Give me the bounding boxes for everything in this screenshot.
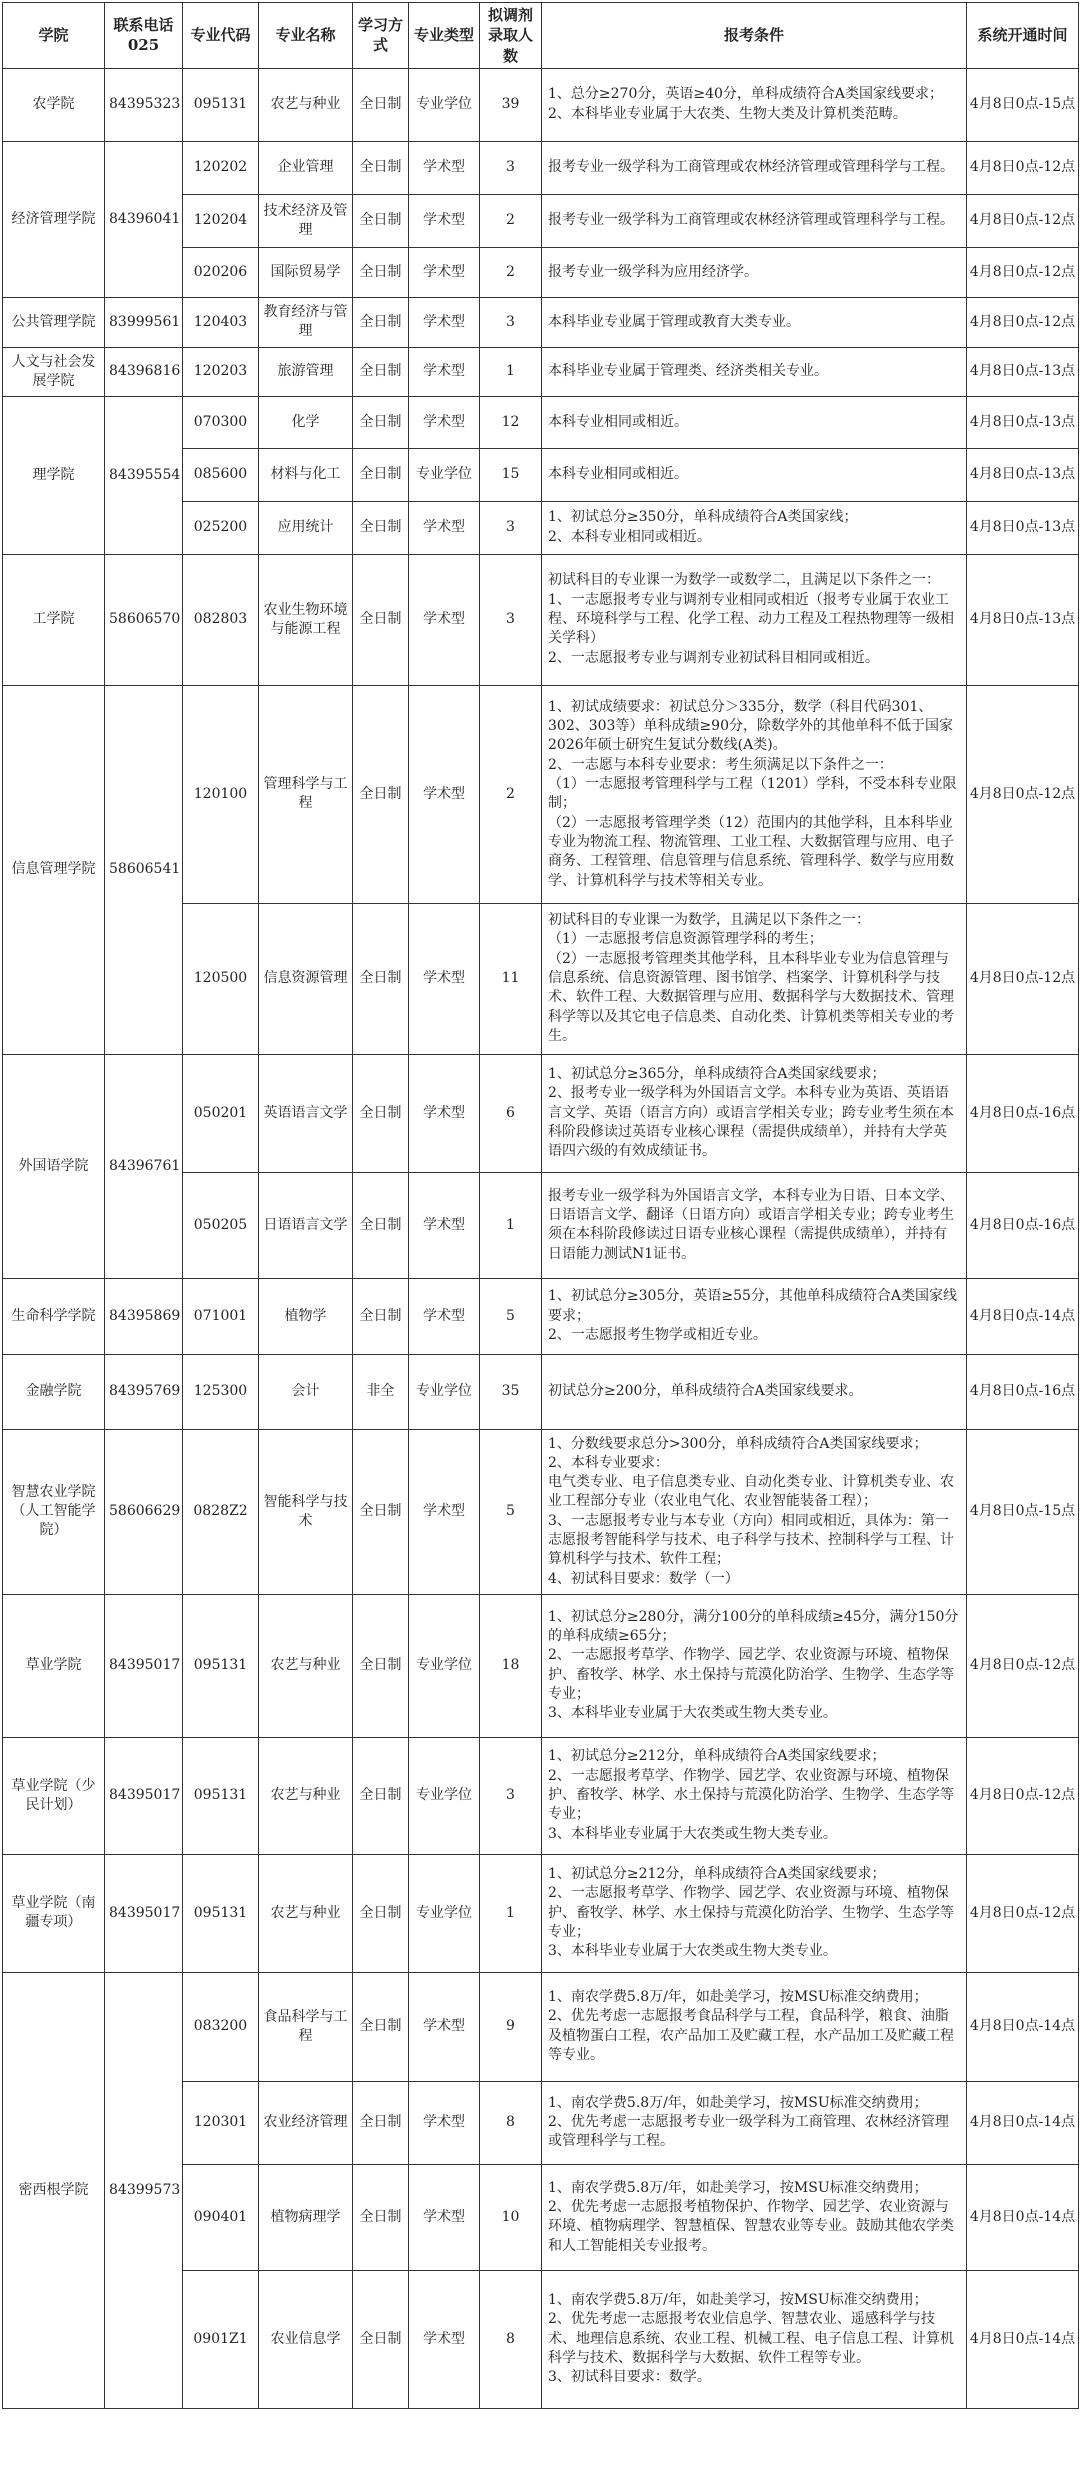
study-mode-cell: 全日制 <box>353 1429 409 1594</box>
major-name-cell: 英语语言文学 <box>259 1054 353 1172</box>
quota-cell: 6 <box>480 1054 542 1172</box>
open-time-cell: 4月8日0点-12点 <box>967 1854 1079 1972</box>
major-type-cell: 专业学位 <box>409 448 480 501</box>
college-cell: 人文与社会发展学院 <box>3 347 105 396</box>
major-type-cell: 学术型 <box>409 2164 480 2270</box>
condition-line: 3、本科毕业专业属于大农类或生物大类专业。 <box>548 1825 837 1842</box>
phone-cell: 84395017 <box>105 1854 183 1972</box>
quota-cell: 3 <box>480 554 542 685</box>
major-type-cell: 学术型 <box>409 554 480 685</box>
study-mode-cell: 全日制 <box>353 1854 409 1972</box>
major-type-cell: 学术型 <box>409 501 480 554</box>
major-type-cell: 学术型 <box>409 396 480 448</box>
condition-line: 报考专业一级学科为应用经济学。 <box>548 263 758 280</box>
study-mode-cell: 全日制 <box>353 554 409 685</box>
quota-cell: 3 <box>480 297 542 347</box>
major-name-cell: 植物病理学 <box>259 2164 353 2270</box>
quota-cell: 3 <box>480 501 542 554</box>
conditions-cell <box>542 1854 967 1972</box>
condition-line: 报考专业一级学科为工商管理或农林经济管理或管理科学与工程。 <box>548 212 954 229</box>
major-code-cell: 020206 <box>183 247 259 297</box>
conditions-cell <box>542 903 967 1054</box>
open-time-cell: 4月8日0点-14点 <box>967 2081 1079 2164</box>
quota-cell: 39 <box>480 68 542 141</box>
major-type-cell: 学术型 <box>409 685 480 903</box>
condition-line: 初试科目的专业课一为数学一或数学二，且满足以下条件之一： <box>548 572 940 589</box>
condition-line: 4、初试科目要求：数学（一） <box>548 1570 739 1587</box>
condition-line: 1、初试总分≥212分，单科成绩符合A类国家线要求； <box>548 1865 886 1882</box>
condition-line: 1、初试总分≥365分，单科成绩符合A类国家线要求； <box>548 1065 886 1082</box>
open-time-cell: 4月8日0点-12点 <box>967 194 1079 247</box>
major-name-cell: 国际贸易学 <box>259 247 353 297</box>
major-type-cell: 学术型 <box>409 247 480 297</box>
open-time-cell: 4月8日0点-16点 <box>967 1172 1079 1278</box>
major-code-cell: 025200 <box>183 501 259 554</box>
open-time-cell: 4月8日0点-12点 <box>967 903 1079 1054</box>
phone-cell: 58606541 <box>105 685 183 1054</box>
phone-cell: 83999561 <box>105 297 183 347</box>
study-mode-cell: 全日制 <box>353 2270 409 2408</box>
conditions-cell <box>542 1737 967 1854</box>
open-time-cell: 4月8日0点-15点 <box>967 1429 1079 1594</box>
major-type-cell: 学术型 <box>409 903 480 1054</box>
condition-line: 2、一志愿报考专业与调剂专业初试科目相同或相近。 <box>548 649 879 666</box>
major-code-cell: 095131 <box>183 1737 259 1854</box>
major-type-cell: 专业学位 <box>409 1594 480 1737</box>
quota-cell: 11 <box>480 903 542 1054</box>
college-cell: 密西根学院 <box>3 1972 105 2408</box>
adjustment-table <box>2 2 1079 2409</box>
table-row <box>3 1594 1079 1737</box>
major-name-cell: 材料与化工 <box>259 448 353 501</box>
phone-cell: 84395554 <box>105 396 183 554</box>
open-time-cell: 4月8日0点-14点 <box>967 2270 1079 2408</box>
study-mode-cell: 非全 <box>353 1354 409 1429</box>
condition-line: 1、初试总分≥212分，单科成绩符合A类国家线要求； <box>548 1748 886 1765</box>
phone-cell: 84395869 <box>105 1278 183 1354</box>
major-code-cell: 095131 <box>183 1854 259 1972</box>
quota-cell: 18 <box>480 1594 542 1737</box>
study-mode-cell: 全日制 <box>353 194 409 247</box>
conditions-cell <box>542 1172 967 1278</box>
condition-line: （1）一志愿报考管理科学与工程（1201）学科，不受本科专业限制； <box>548 775 957 812</box>
condition-line: 1、总分≥270分，英语≥40分，单科成绩符合A类国家线要求； <box>548 86 944 103</box>
condition-line: （2）一志愿报考管理学类（12）范围内的其他学科，且本科毕业专业为物流工程、物流管理、工业工程、大数据管理与应用、电子商务、工程管理、信息管理与信息系统、管理科学、数学与应用数学、计算机科学与技术等相关专业。 <box>548 814 954 889</box>
open-time-cell: 4月8日0点-12点 <box>967 247 1079 297</box>
study-mode-cell: 全日制 <box>353 685 409 903</box>
major-type-cell: 专业学位 <box>409 68 480 141</box>
phone-cell: 84396761 <box>105 1054 183 1278</box>
study-mode-cell: 全日制 <box>353 1172 409 1278</box>
quota-cell: 10 <box>480 2164 542 2270</box>
quota-cell: 2 <box>480 247 542 297</box>
major-code-cell: 095131 <box>183 1594 259 1737</box>
conditions-cell <box>542 347 967 396</box>
phone-cell: 84395323 <box>105 68 183 141</box>
condition-line: 1、初试成绩要求：初试总分＞335分，数学（科目代码301、302、303等）单科成绩≥90分，除数学外的其他单科不低于国家2026年硕士研究生复试分数线(A类)。 <box>548 698 953 754</box>
major-name-cell: 农业经济管理 <box>259 2081 353 2164</box>
major-name-cell: 农业信息学 <box>259 2270 353 2408</box>
condition-line: 本科毕业专业属于管理类、经济类相关专业。 <box>548 363 828 380</box>
header-code: 专业代码 <box>183 3 259 69</box>
study-mode-cell: 全日制 <box>353 2081 409 2164</box>
condition-line: 电气类专业、电子信息类专业、自动化类专业、计算机类专业、农业工程部分专业（农业电气化、农业智能装备工程）； <box>548 1474 954 1510</box>
quota-cell: 3 <box>480 141 542 194</box>
major-name-cell: 植物学 <box>259 1278 353 1354</box>
header-count: 拟调剂录取人数 <box>480 3 542 69</box>
major-code-cell: 090401 <box>183 2164 259 2270</box>
open-time-cell: 4月8日0点-12点 <box>967 141 1079 194</box>
table-row <box>3 1054 1079 1172</box>
conditions-cell <box>542 141 967 194</box>
major-code-cell: 125300 <box>183 1354 259 1429</box>
conditions-cell <box>542 1278 967 1354</box>
major-type-cell: 学术型 <box>409 1278 480 1354</box>
college-cell: 草业学院（少民计划） <box>3 1737 105 1854</box>
study-mode-cell: 全日制 <box>353 247 409 297</box>
condition-line: 2、优先考虑一志愿报考食品科学与工程，食品科学，粮食、油脂及植物蛋白工程，农产品加工及贮藏工程，水产品加工及贮藏工程等专业。 <box>548 2008 954 2064</box>
major-type-cell: 学术型 <box>409 1172 480 1278</box>
major-name-cell: 日语语言文学 <box>259 1172 353 1278</box>
major-type-cell: 学术型 <box>409 194 480 247</box>
major-code-cell: 085600 <box>183 448 259 501</box>
conditions-cell <box>542 1054 967 1172</box>
quota-cell: 15 <box>480 448 542 501</box>
quota-cell: 1 <box>480 347 542 396</box>
college-cell: 公共管理学院 <box>3 297 105 347</box>
study-mode-cell: 全日制 <box>353 347 409 396</box>
open-time-cell: 4月8日0点-13点 <box>967 396 1079 448</box>
college-cell: 智慧农业学院（人工智能学院） <box>3 1429 105 1594</box>
major-name-cell: 旅游管理 <box>259 347 353 396</box>
table-row <box>3 1278 1079 1354</box>
condition-line: 1、一志愿报考专业与调剂专业相同或相近（报考专业属于农业工程、环境科学与工程、化学工程、动力工程及工程热物理等一级相关学科） <box>548 591 954 647</box>
open-time-cell: 4月8日0点-13点 <box>967 448 1079 501</box>
table-row <box>3 1972 1079 2081</box>
condition-line: 3、本科毕业专业属于大农类或生物大类专业。 <box>548 1705 837 1722</box>
major-code-cell: 120403 <box>183 297 259 347</box>
conditions-cell <box>542 501 967 554</box>
condition-line: 2、优先考虑一志愿报考农业信息学、智慧农业、遥感科学与技术、地理信息系统、农业工程、机械工程、电子信息工程、计算机科学与技术、数据科学与大数据、软件工程等专业。 <box>548 2311 954 2366</box>
college-cell: 生命科学学院 <box>3 1278 105 1354</box>
conditions-cell <box>542 2164 967 2270</box>
table-row <box>3 1854 1079 1972</box>
condition-line: 2、本科专业相同或相近。 <box>548 528 711 545</box>
major-type-cell: 学术型 <box>409 347 480 396</box>
open-time-cell: 4月8日0点-16点 <box>967 1054 1079 1172</box>
major-code-cell: 120301 <box>183 2081 259 2164</box>
conditions-cell <box>542 1594 967 1737</box>
condition-line: 报考专业一级学科为外国语言文学，本科专业为日语、日本文学、日语语言文学、翻译（日语方向）或语言学相关专业；跨专业考生须在本科阶段修读过日语专业核心课程（需提供成绩单），并持有日语能力测试N1证书。 <box>548 1187 954 1262</box>
major-type-cell: 学术型 <box>409 1972 480 2081</box>
conditions-cell <box>542 247 967 297</box>
major-code-cell: 120202 <box>183 141 259 194</box>
major-code-cell: 0828Z2 <box>183 1429 259 1594</box>
conditions-cell <box>542 2270 967 2408</box>
conditions-cell <box>542 2081 967 2164</box>
major-name-cell: 会计 <box>259 1354 353 1429</box>
study-mode-cell: 全日制 <box>353 1278 409 1354</box>
open-time-cell: 4月8日0点-14点 <box>967 1972 1079 2081</box>
quota-cell: 12 <box>480 396 542 448</box>
major-code-cell: 071001 <box>183 1278 259 1354</box>
college-cell: 草业学院（南疆专项） <box>3 1854 105 1972</box>
open-time-cell: 4月8日0点-15点 <box>967 68 1079 141</box>
conditions-cell <box>542 194 967 247</box>
open-time-cell: 4月8日0点-12点 <box>967 685 1079 903</box>
table-row <box>3 141 1079 194</box>
major-name-cell: 农艺与种业 <box>259 1854 353 1972</box>
major-type-cell: 专业学位 <box>409 1354 480 1429</box>
major-name-cell: 教育经济与管理 <box>259 297 353 347</box>
major-type-cell: 学术型 <box>409 2270 480 2408</box>
quota-cell: 2 <box>480 194 542 247</box>
study-mode-cell: 全日制 <box>353 501 409 554</box>
phone-cell: 84395017 <box>105 1594 183 1737</box>
conditions-cell <box>542 554 967 685</box>
conditions-cell <box>542 396 967 448</box>
condition-line: 2、一志愿报考草学、作物学、园艺学、农业资源与环境、植物保护、畜牧学、林学、水土保持与荒漠化防治学、生物学、生态学等专业； <box>548 1647 954 1703</box>
condition-line: 2、本科专业要求： <box>548 1454 669 1471</box>
condition-line: 初试总分≥200分，单科成绩符合A类国家线要求。 <box>548 1383 863 1400</box>
college-cell: 理学院 <box>3 396 105 554</box>
college-cell: 信息管理学院 <box>3 685 105 1054</box>
condition-line: 2、一志愿报考草学、作物学、园艺学、农业资源与环境、植物保护、畜牧学、林学、水土保持与荒漠化防治学、生物学、生态学等专业； <box>548 1767 954 1823</box>
major-type-cell: 学术型 <box>409 1429 480 1594</box>
study-mode-cell: 全日制 <box>353 1054 409 1172</box>
quota-cell: 1 <box>480 1172 542 1278</box>
table-row <box>3 685 1079 903</box>
conditions-cell <box>542 448 967 501</box>
condition-line: 2、一志愿报考生物学或相近专业。 <box>548 1326 767 1343</box>
quota-cell: 8 <box>480 2081 542 2164</box>
major-code-cell: 095131 <box>183 68 259 141</box>
open-time-cell: 4月8日0点-13点 <box>967 554 1079 685</box>
major-code-cell: 070300 <box>183 396 259 448</box>
condition-line: 2、优先考虑一志愿报考专业一级学科为工商管理、农林经济管理或管理科学与工程。 <box>548 2114 949 2150</box>
condition-line: 初试科目的专业课一为数学，且满足以下条件之一： <box>548 912 870 929</box>
major-name-cell: 信息资源管理 <box>259 903 353 1054</box>
open-time-cell: 4月8日0点-12点 <box>967 1737 1079 1854</box>
major-name-cell: 食品科学与工程 <box>259 1972 353 2081</box>
phone-cell: 84399573 <box>105 1972 183 2408</box>
conditions-cell <box>542 1972 967 2081</box>
college-cell: 工学院 <box>3 554 105 685</box>
table-row <box>3 396 1079 448</box>
major-type-cell: 学术型 <box>409 297 480 347</box>
quota-cell: 8 <box>480 2270 542 2408</box>
table-row <box>3 68 1079 141</box>
condition-line: （1）一志愿报考信息资源管理学科的考生； <box>548 931 823 948</box>
study-mode-cell: 全日制 <box>353 2164 409 2270</box>
condition-line: 报考专业一级学科为工商管理或农林经济管理或管理科学与工程。 <box>548 159 954 176</box>
phone-cell: 58606629 <box>105 1429 183 1594</box>
major-code-cell: 050201 <box>183 1054 259 1172</box>
study-mode-cell: 全日制 <box>353 1737 409 1854</box>
header-conditions: 报考条件 <box>542 3 967 69</box>
major-code-cell: 120203 <box>183 347 259 396</box>
study-mode-cell: 全日制 <box>353 1594 409 1737</box>
major-name-cell: 农艺与种业 <box>259 1737 353 1854</box>
condition-line: 2、报考专业一级学科为外国语言文学。本科专业为英语、英语语言文学、英语（语言方向）或语言学相关专业；跨专业考生须在本科阶段修读过英语专业核心课程（需提供成绩单），并持有大学英语四六级的有效成绩证书。 <box>548 1085 954 1160</box>
condition-line: 1、初试总分≥350分，单科成绩符合A类国家线； <box>548 509 858 526</box>
college-cell: 外国语学院 <box>3 1054 105 1278</box>
conditions-cell <box>542 1429 967 1594</box>
condition-line: 1、分数线要求总分>300分，单科成绩符合A类国家线要求； <box>548 1435 928 1452</box>
study-mode-cell: 全日制 <box>353 396 409 448</box>
header-phone: 联系电话025 <box>105 3 183 69</box>
open-time-cell: 4月8日0点-13点 <box>967 347 1079 396</box>
condition-line: 1、初试总分≥305分，英语≥55分，其他单科成绩符合A类国家线要求； <box>548 1288 958 1324</box>
major-code-cell: 050205 <box>183 1172 259 1278</box>
condition-line: 1、南农学费5.8万/年，如赴美学习，按MSU标准交纳费用； <box>548 2094 928 2111</box>
phone-cell: 84396041 <box>105 141 183 297</box>
major-type-cell: 专业学位 <box>409 1737 480 1854</box>
study-mode-cell: 全日制 <box>353 903 409 1054</box>
major-type-cell: 专业学位 <box>409 1854 480 1972</box>
major-name-cell: 应用统计 <box>259 501 353 554</box>
header-college: 学院 <box>3 3 105 69</box>
major-name-cell: 智能科学与技术 <box>259 1429 353 1594</box>
phone-cell: 84395769 <box>105 1354 183 1429</box>
phone-cell: 84396816 <box>105 347 183 396</box>
conditions-cell <box>542 297 967 347</box>
college-cell: 经济管理学院 <box>3 141 105 297</box>
major-code-cell: 120204 <box>183 194 259 247</box>
college-cell: 农学院 <box>3 68 105 141</box>
header-mode: 学习方式 <box>353 3 409 69</box>
quota-cell: 3 <box>480 1737 542 1854</box>
open-time-cell: 4月8日0点-12点 <box>967 297 1079 347</box>
condition-line: 本科专业相同或相近。 <box>548 466 688 483</box>
open-time-cell: 4月8日0点-14点 <box>967 1278 1079 1354</box>
condition-line: 3、一志愿报考专业与本专业（方向）相同或相近，具体为：第一志愿报考智能科学与技术、电子科学与技术、控制科学与工程、计算机科学与技术、软件工程； <box>548 1512 954 1568</box>
header-type: 专业类型 <box>409 3 480 69</box>
major-name-cell: 技术经济及管理 <box>259 194 353 247</box>
quota-cell: 1 <box>480 1854 542 1972</box>
quota-cell: 9 <box>480 1972 542 2081</box>
condition-line: 本科毕业专业属于管理或教育大类专业。 <box>548 313 800 330</box>
open-time-cell: 4月8日0点-12点 <box>967 1594 1079 1737</box>
condition-line: 1、初试总分≥280分，满分100分的单科成绩≥45分，满分150分的单科成绩≥65分； <box>548 1608 959 1645</box>
quota-cell: 35 <box>480 1354 542 1429</box>
major-name-cell: 化学 <box>259 396 353 448</box>
conditions-cell <box>542 68 967 141</box>
condition-line: 3、初试科目要求：数学。 <box>548 2369 711 2386</box>
condition-line: 1、南农学费5.8万/年，如赴美学习，按MSU标准交纳费用； <box>548 2179 928 2196</box>
college-cell: 草业学院 <box>3 1594 105 1737</box>
condition-line: 3、本科毕业专业属于大农类或生物大类专业。 <box>548 1943 837 1960</box>
major-code-cell: 120500 <box>183 903 259 1054</box>
quota-cell: 2 <box>480 685 542 903</box>
condition-line: （2）一志愿报考管理类其他学科，且本科毕业专业为信息管理与信息系统、信息资源管理、图书馆学、档案学、计算机科学与技术、软件工程、大数据管理与应用、数据科学与大数据技术、管理科学等以及其它电子信息类、自动化类、计算机类等相关专业的考生。 <box>548 950 954 1045</box>
study-mode-cell: 全日制 <box>353 141 409 194</box>
condition-line: 2、一志愿与本科专业要求：考生须满足以下条件之一： <box>548 756 893 773</box>
table-row <box>3 347 1079 396</box>
open-time-cell: 4月8日0点-14点 <box>967 2164 1079 2270</box>
table-row <box>3 1429 1079 1594</box>
study-mode-cell: 全日制 <box>353 448 409 501</box>
header-major: 专业名称 <box>259 3 353 69</box>
condition-line: 1、南农学费5.8万/年，如赴美学习，按MSU标准交纳费用； <box>548 2291 928 2308</box>
major-code-cell: 0901Z1 <box>183 2270 259 2408</box>
college-cell: 金融学院 <box>3 1354 105 1429</box>
table-row <box>3 1737 1079 1854</box>
open-time-cell: 4月8日0点-16点 <box>967 1354 1079 1429</box>
major-code-cell: 082803 <box>183 554 259 685</box>
major-name-cell: 农艺与种业 <box>259 68 353 141</box>
study-mode-cell: 全日制 <box>353 68 409 141</box>
major-code-cell: 120100 <box>183 685 259 903</box>
table-row <box>3 554 1079 685</box>
study-mode-cell: 全日制 <box>353 297 409 347</box>
major-code-cell: 083200 <box>183 1972 259 2081</box>
quota-cell: 5 <box>480 1278 542 1354</box>
open-time-cell: 4月8日0点-13点 <box>967 501 1079 554</box>
phone-cell: 84395017 <box>105 1737 183 1854</box>
conditions-cell <box>542 1354 967 1429</box>
major-type-cell: 学术型 <box>409 141 480 194</box>
major-name-cell: 管理科学与工程 <box>259 685 353 903</box>
condition-line: 1、南农学费5.8万/年，如赴美学习，按MSU标准交纳费用； <box>548 1989 928 2006</box>
table-row <box>3 297 1079 347</box>
phone-cell: 58606570 <box>105 554 183 685</box>
condition-line: 2、一志愿报考草学、作物学、园艺学、农业资源与环境、植物保护、畜牧学、林学、水土保持与荒漠化防治学、生物学、生态学等专业； <box>548 1885 954 1940</box>
study-mode-cell: 全日制 <box>353 1972 409 2081</box>
major-type-cell: 学术型 <box>409 2081 480 2164</box>
conditions-cell <box>542 685 967 903</box>
header-open-time: 系统开通时间 <box>967 3 1079 69</box>
major-name-cell: 农艺与种业 <box>259 1594 353 1737</box>
condition-line: 本科专业相同或相近。 <box>548 413 688 430</box>
major-name-cell: 企业管理 <box>259 141 353 194</box>
major-type-cell: 学术型 <box>409 1054 480 1172</box>
table-row <box>3 1354 1079 1429</box>
table-header-row <box>3 3 1079 69</box>
quota-cell: 5 <box>480 1429 542 1594</box>
condition-line: 2、本科毕业专业属于大农类、生物大类及计算机类范畴。 <box>548 105 907 122</box>
condition-line: 2、优先考虑一志愿报考植物保护、作物学、园艺学、农业资源与环境、植物病理学、智慧植保、智慧农业等专业。鼓励其他农学类和人工智能相关专业报考。 <box>548 2198 954 2254</box>
major-name-cell: 农业生物环境与能源工程 <box>259 554 353 685</box>
